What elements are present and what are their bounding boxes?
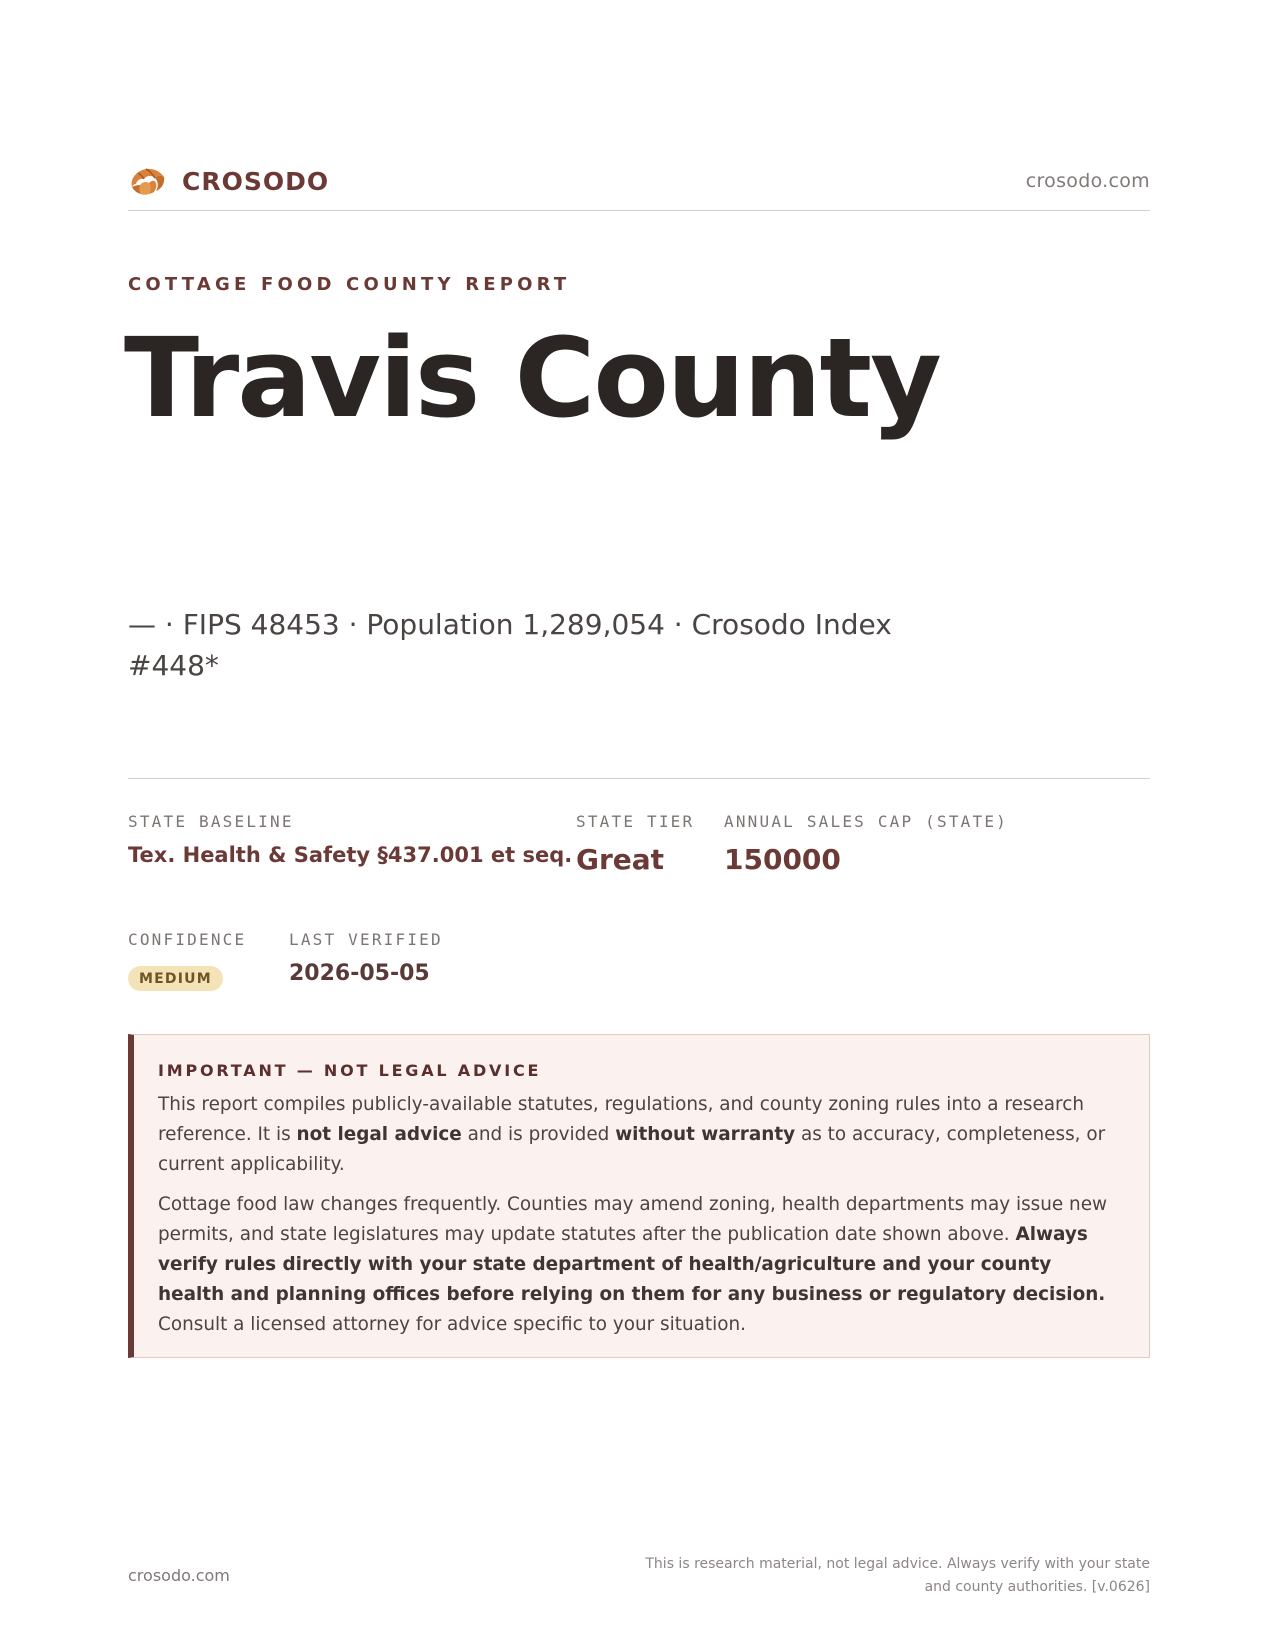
last-verified-label: LAST VERIFIED	[289, 930, 443, 949]
state-tier-value: Great	[576, 843, 665, 876]
footer-disclaimer-line-2: and county authorities. [v.0626]	[924, 1579, 1150, 1595]
confidence-field	[128, 930, 246, 991]
page-header	[128, 158, 1150, 204]
footer-disclaimer-line-1: This is research material, not legal advice. Always verify with your state	[645, 1556, 1150, 1572]
page-title: Travis County	[124, 314, 940, 442]
state-baseline-label: STATE BASELINE	[128, 812, 294, 831]
notice-paragraph-1	[158, 1090, 1123, 1180]
notice-p2-emphasis: Always verify rules directly with your state department of health/agriculture and your county health and planning offices before relying on them for any business or regulatory decision.	[158, 1224, 1106, 1305]
croissant-icon	[128, 161, 168, 201]
notice-p1-text-a: This report compiles publicly-available statutes, regulations, and county zoning rules into a research reference. It is	[158, 1094, 1084, 1145]
state-baseline-value: Tex. Health & Safety §437.001 et seq.	[128, 843, 573, 867]
notice-title: IMPORTANT — NOT LEGAL ADVICE	[158, 1061, 542, 1080]
county-subtitle: — · FIPS 48453 · Population 1,289,054 · Crosodo Index #448*	[128, 608, 892, 682]
section-divider	[128, 778, 1150, 779]
report-page	[124, 0, 1150, 1650]
header-divider	[128, 210, 1150, 211]
notice-p1-emphasis-a: not legal advice	[296, 1124, 462, 1145]
last-verified-field	[289, 930, 443, 986]
report-eyebrow: COTTAGE FOOD COUNTY REPORT	[128, 274, 571, 295]
state-baseline-field	[128, 812, 572, 867]
notice-p2-text-b: Consult a licensed attorney for advice specific to your situation.	[158, 1314, 746, 1335]
brand-name: CROSODO	[182, 166, 330, 196]
annual-sales-cap-field	[724, 812, 1008, 876]
notice-paragraph-2	[158, 1190, 1123, 1340]
notice-p2-text-a: Cottage food law changes frequently. Counties may amend zoning, health departments may issue new permits, and state legislatures may update statutes after the publication date shown above.	[158, 1194, 1108, 1245]
notice-p1-emphasis-b: without warranty	[615, 1124, 796, 1145]
footer-disclaimer	[590, 1553, 1150, 1599]
confidence-badge: MEDIUM	[128, 966, 223, 991]
legal-notice	[128, 1034, 1150, 1358]
annual-sales-cap-value: 150000	[724, 843, 841, 876]
header-site-url[interactable]: crosodo.com	[1025, 170, 1150, 192]
footer-site-url[interactable]: crosodo.com	[128, 1566, 230, 1585]
notice-p1-text-b: and is provided	[461, 1124, 616, 1145]
state-tier-field	[576, 812, 694, 876]
brand[interactable]	[128, 161, 329, 201]
last-verified-value: 2026-05-05	[289, 961, 430, 986]
annual-sales-cap-label: ANNUAL SALES CAP (STATE)	[724, 812, 1008, 831]
notice-p1-text-c: as to accuracy, completeness, or current applicability.	[158, 1124, 1106, 1175]
state-tier-label: STATE TIER	[576, 812, 695, 831]
confidence-label: CONFIDENCE	[128, 930, 247, 949]
